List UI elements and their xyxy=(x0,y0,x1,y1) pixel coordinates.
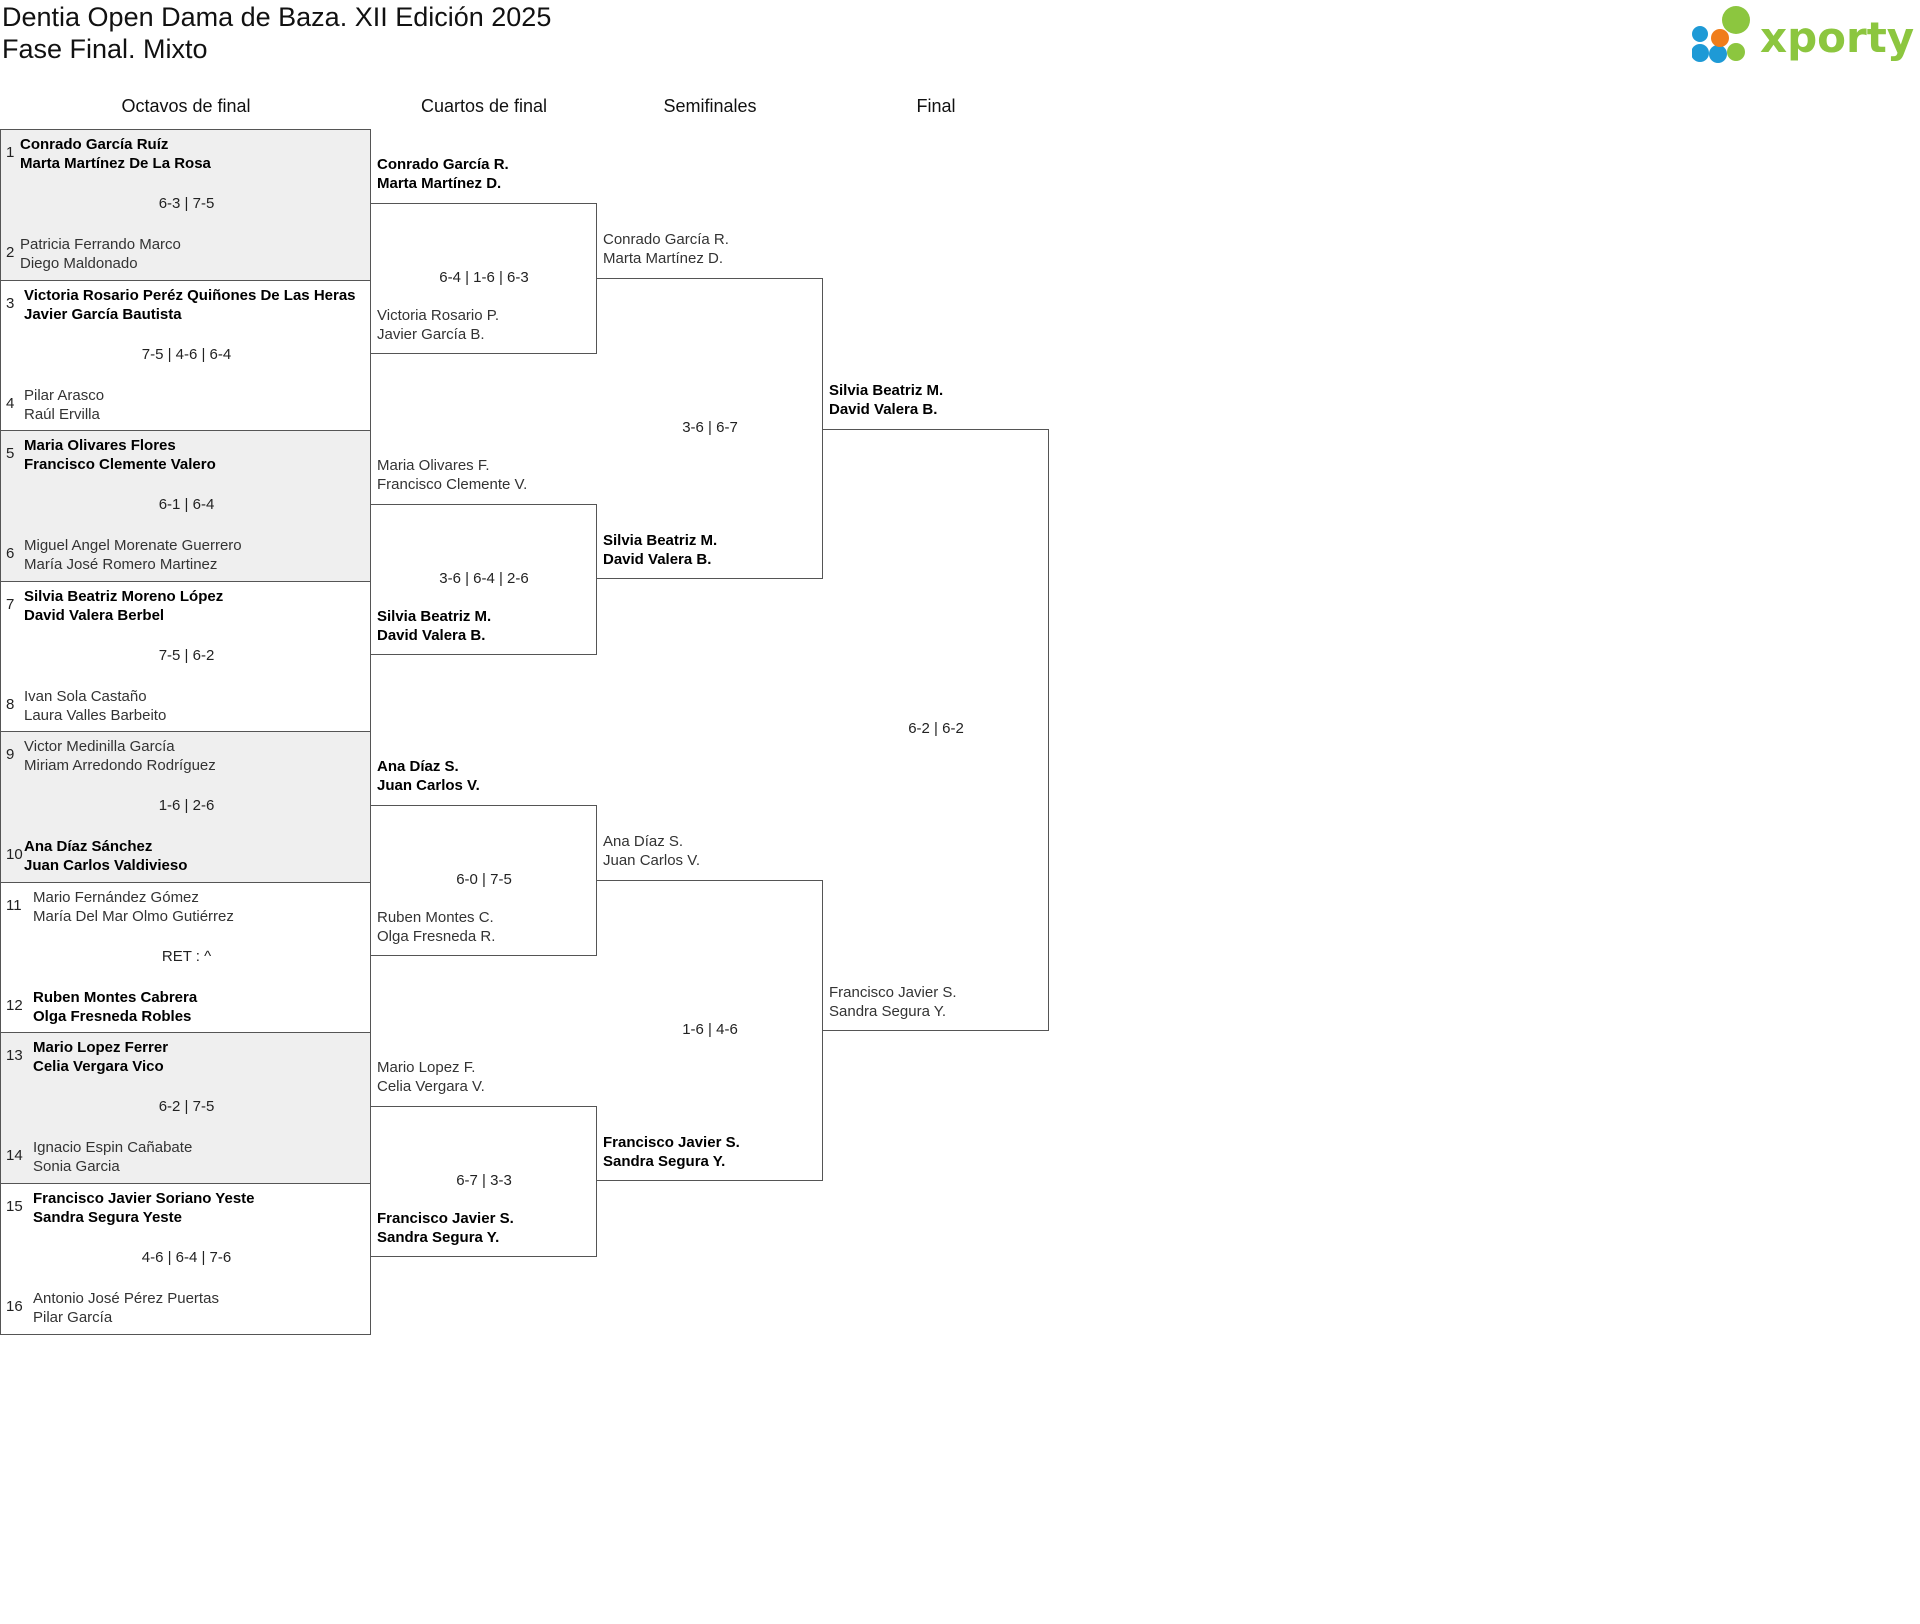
player-name: David Valera Berbel xyxy=(24,607,165,624)
player-name: Ruben Montes Cabrera xyxy=(33,989,198,1006)
player-name: Mario Lopez Ferrer xyxy=(33,1039,169,1056)
qf-team-entry[interactable] xyxy=(377,1209,514,1247)
qf-team-entry[interactable] xyxy=(377,757,480,795)
player-name: Antonio José Pérez Puertas xyxy=(33,1290,219,1307)
player-name: Olga Fresneda R. xyxy=(377,928,496,945)
player-name: Francisco Clemente V. xyxy=(377,476,528,493)
team-entry[interactable] xyxy=(24,737,216,775)
player-name: David Valera B. xyxy=(603,551,712,568)
r16-match xyxy=(0,280,371,432)
match-score: 6-1 | 6-4 xyxy=(158,496,215,513)
seed-number: 3 xyxy=(6,295,15,312)
logo-dots-icon xyxy=(1692,0,1920,70)
final-score: 6-2 | 6-2 xyxy=(908,720,964,737)
seed-number: 15 xyxy=(6,1198,23,1215)
qf-team-entry[interactable] xyxy=(377,306,499,344)
player-name: Pilar García xyxy=(33,1309,113,1326)
player-name: Javier García Bautista xyxy=(24,306,182,323)
player-name: Sandra Segura Y. xyxy=(829,1003,947,1020)
seed-number: 10 xyxy=(6,846,23,863)
player-name: Ruben Montes C. xyxy=(377,909,494,926)
seed-number: 12 xyxy=(6,997,23,1014)
round-header-final: Final xyxy=(916,96,956,116)
r16-match xyxy=(0,731,371,883)
seed-number: 6 xyxy=(6,545,15,562)
sf-team-entry[interactable] xyxy=(603,531,717,569)
player-name: Silvia Beatriz M. xyxy=(829,382,944,399)
player-name: Francisco Javier Soriano Yeste xyxy=(33,1190,255,1207)
round-header-qf: Cuartos de final xyxy=(420,96,548,116)
sf-score: 3-6 | 6-7 xyxy=(682,419,738,436)
player-name: Pilar Arasco xyxy=(24,387,105,404)
qf-team-entry[interactable] xyxy=(377,607,491,645)
r16-match xyxy=(0,581,371,733)
sf-team-entry[interactable] xyxy=(603,832,700,870)
r16-match xyxy=(0,430,371,582)
match-score: 7-5 | 4-6 | 6-4 xyxy=(141,346,232,363)
seed-number: 5 xyxy=(6,445,15,462)
match-score: 6-2 | 7-5 xyxy=(158,1098,215,1115)
player-name: Silvia Beatriz Moreno López xyxy=(24,588,224,605)
qf-score: 6-0 | 7-5 xyxy=(456,871,512,888)
player-name: Diego Maldonado xyxy=(20,255,138,272)
player-name: Victoria Rosario Peréz Quiñones De Las Heras xyxy=(24,287,356,304)
r16-match xyxy=(0,1183,371,1335)
match-score: RET : ^ xyxy=(161,948,212,965)
qf-score: 6-4 | 1-6 | 6-3 xyxy=(439,269,529,286)
team-entry[interactable] xyxy=(24,587,223,625)
player-name: Juan Carlos V. xyxy=(377,777,480,794)
player-name: Ana Díaz Sánchez xyxy=(24,838,153,855)
team-entry[interactable] xyxy=(33,1038,168,1076)
player-name: Maria Olivares F. xyxy=(377,457,490,474)
team-entry[interactable] xyxy=(33,988,197,1026)
player-name: Celia Vergara Vico xyxy=(33,1058,164,1075)
player-name: Mario Lopez F. xyxy=(377,1059,476,1076)
qf-team-entry[interactable] xyxy=(377,155,509,193)
player-name: María José Romero Martinez xyxy=(24,556,218,573)
round-header-sf: Semifinales xyxy=(663,96,757,116)
player-name: David Valera B. xyxy=(829,401,938,418)
player-name: Sandra Segura Y. xyxy=(377,1229,500,1246)
match-score: 6-3 | 7-5 xyxy=(158,195,215,212)
player-name: David Valera B. xyxy=(377,627,486,644)
qf-team-entry[interactable] xyxy=(377,1058,485,1096)
player-name: Celia Vergara V. xyxy=(377,1078,485,1095)
sf-team-entry[interactable] xyxy=(603,230,729,268)
sf-team-entry[interactable] xyxy=(603,1133,740,1171)
player-name: Francisco Clemente Valero xyxy=(24,456,216,473)
team-entry[interactable] xyxy=(20,235,181,273)
player-name: Laura Valles Barbeito xyxy=(24,707,167,724)
team-entry[interactable] xyxy=(24,286,356,324)
player-name: Patricia Ferrando Marco xyxy=(20,236,181,253)
sf-score: 1-6 | 4-6 xyxy=(682,1021,738,1038)
player-name: Francisco Javier S. xyxy=(829,984,957,1001)
qf-team-entry[interactable] xyxy=(377,908,495,946)
seed-number: 8 xyxy=(6,696,15,713)
xporty-logo[interactable] xyxy=(1692,0,1920,70)
r16-match xyxy=(0,129,371,281)
r16-match xyxy=(0,1032,371,1184)
team-entry[interactable] xyxy=(33,1289,219,1327)
page-title: Dentia Open Dama de Baza. XII Edición 2025 xyxy=(2,2,552,32)
player-name: Maria Olivares Flores xyxy=(24,437,176,454)
player-name: Victoria Rosario P. xyxy=(377,307,500,324)
round-header-r16: Octavos de final xyxy=(121,96,251,116)
seed-number: 9 xyxy=(6,746,15,763)
match-score: 1-6 | 2-6 xyxy=(158,797,215,814)
seed-number: 1 xyxy=(6,144,15,161)
seed-number: 4 xyxy=(6,395,15,412)
player-name: Marta Martínez D. xyxy=(603,250,724,267)
team-entry[interactable] xyxy=(33,1138,192,1176)
team-entry[interactable] xyxy=(20,135,211,173)
player-name: Conrado García Ruíz xyxy=(20,136,169,153)
player-name: Conrado García R. xyxy=(603,231,729,248)
logo-text: xporty xyxy=(1760,13,1915,62)
seed-number: 16 xyxy=(6,1298,23,1315)
seed-number: 11 xyxy=(6,897,22,914)
seed-number: 2 xyxy=(6,244,15,261)
qf-score: 6-7 | 3-3 xyxy=(456,1172,512,1189)
player-name: Raúl Ervilla xyxy=(24,406,100,423)
player-name: Juan Carlos V. xyxy=(603,852,701,869)
seed-number: 7 xyxy=(6,596,15,613)
player-name: Marta Martínez D. xyxy=(377,175,502,192)
team-entry[interactable] xyxy=(33,888,234,926)
player-name: Ivan Sola Castaño xyxy=(24,688,147,705)
player-name: Olga Fresneda Robles xyxy=(33,1008,192,1025)
qf-team-entry[interactable] xyxy=(377,456,527,494)
team-entry[interactable] xyxy=(24,687,166,725)
player-name: Ana Díaz S. xyxy=(377,758,459,775)
player-name: Ignacio Espin Cañabate xyxy=(33,1139,193,1156)
team-entry[interactable] xyxy=(24,536,242,574)
player-name: Miriam Arredondo Rodríguez xyxy=(24,757,216,774)
qf-score: 3-6 | 6-4 | 2-6 xyxy=(439,570,529,587)
seed-number: 14 xyxy=(6,1147,23,1164)
player-name: María Del Mar Olmo Gutiérrez xyxy=(33,908,234,925)
seed-number: 13 xyxy=(6,1047,23,1064)
page-subtitle: Fase Final. Mixto xyxy=(2,34,208,64)
player-name: Francisco Javier S. xyxy=(377,1210,514,1227)
team-entry[interactable] xyxy=(33,1189,255,1227)
player-name: Miguel Angel Morenate Guerrero xyxy=(24,537,242,554)
final-team-entry[interactable] xyxy=(829,381,943,419)
player-name: Conrado García R. xyxy=(377,156,509,173)
player-name: Javier García B. xyxy=(377,326,485,343)
team-entry[interactable] xyxy=(24,837,187,875)
player-name: Silvia Beatriz M. xyxy=(603,532,718,549)
r16-match xyxy=(0,882,371,1034)
match-score: 7-5 | 6-2 xyxy=(158,647,215,664)
player-name: Silvia Beatriz M. xyxy=(377,608,492,625)
player-name: Sandra Segura Yeste xyxy=(33,1209,182,1226)
player-name: Victor Medinilla García xyxy=(24,738,175,755)
player-name: Sonia Garcia xyxy=(33,1158,120,1175)
player-name: Ana Díaz S. xyxy=(603,833,684,850)
final-team-entry[interactable] xyxy=(829,983,957,1021)
team-entry[interactable] xyxy=(24,436,216,474)
player-name: Marta Martínez De La Rosa xyxy=(20,155,211,172)
player-name: Sandra Segura Y. xyxy=(603,1153,726,1170)
player-name: Mario Fernández Gómez xyxy=(33,889,199,906)
team-entry[interactable] xyxy=(24,386,104,424)
match-score: 4-6 | 6-4 | 7-6 xyxy=(141,1249,232,1266)
player-name: Juan Carlos Valdivieso xyxy=(24,857,188,874)
player-name: Francisco Javier S. xyxy=(603,1134,740,1151)
